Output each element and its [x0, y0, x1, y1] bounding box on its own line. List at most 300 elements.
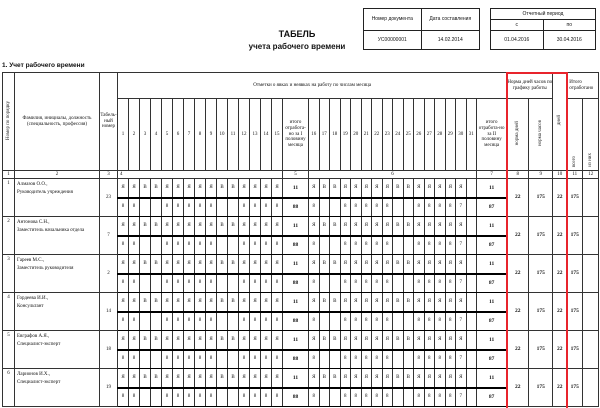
days-worked: 22 [553, 255, 567, 293]
day-code: Я [129, 255, 140, 274]
day-code: Я [424, 331, 435, 350]
day-hours: 8 [372, 198, 383, 217]
day-hours: 8 [414, 274, 425, 293]
day-code: Я [118, 179, 129, 198]
document-title: ТАБЕЛЬ [278, 29, 316, 39]
day-hours: 8 [309, 388, 320, 407]
day-hours [217, 350, 228, 369]
day-hours [403, 388, 414, 407]
day-code: В [403, 179, 414, 198]
day-code: Я [206, 331, 217, 350]
day-hours: 8 [361, 350, 372, 369]
day-hours: 8 [206, 274, 217, 293]
day-header: 13 [250, 99, 261, 171]
day-hours: 8 [118, 312, 129, 331]
day-code: Я [382, 179, 393, 198]
day-hours [319, 388, 330, 407]
day-code: Я [162, 255, 173, 274]
day-hours: 8 [424, 274, 435, 293]
day-code [466, 217, 477, 236]
day-code: Я [382, 331, 393, 350]
day-header: 12 [239, 99, 250, 171]
day-hours: 8 [424, 236, 435, 255]
day-code: В [330, 179, 341, 198]
day-hours: 8 [184, 388, 195, 407]
day-code: Я [414, 179, 425, 198]
day-code: Я [239, 255, 250, 274]
day-code: В [140, 179, 151, 198]
day-code: Я [129, 293, 140, 312]
header-marks-group: Отметки о явках и неявках на работу по числам месяца [118, 73, 507, 99]
employee-name-cell [15, 369, 100, 407]
day-code: Я [184, 179, 195, 198]
day-code: Я [445, 293, 456, 312]
day-code: Я [445, 217, 456, 236]
day-hours [330, 350, 341, 369]
day-code: Я [309, 293, 320, 312]
day-hours: 8 [173, 198, 184, 217]
day-hours [140, 236, 151, 255]
half2-days: 11 [477, 331, 507, 350]
header-half1-total: итого отработа-но за I половину месяца [283, 99, 309, 171]
day-code: Я [435, 369, 446, 388]
day-code: Я [272, 369, 283, 388]
day-header: 17 [319, 99, 330, 171]
employee-position: Специалист-эксперт [17, 342, 61, 347]
day-hours: 8 [239, 312, 250, 331]
day-code: Я [340, 369, 351, 388]
day-code: В [403, 331, 414, 350]
day-header: 7 [184, 99, 195, 171]
day-hours [217, 198, 228, 217]
day-code: Я [372, 369, 383, 388]
day-hours [466, 274, 477, 293]
day-code: Я [456, 293, 467, 312]
day-hours [217, 236, 228, 255]
day-code: Я [435, 217, 446, 236]
day-code: Я [173, 179, 184, 198]
day-code: В [393, 217, 404, 236]
row-number: 3 [3, 255, 15, 293]
half1-days: 11 [283, 293, 309, 312]
day-header: 15 [272, 99, 283, 171]
day-code: Я [351, 179, 362, 198]
day-hours: 8 [382, 350, 393, 369]
day-hours: 8 [250, 388, 261, 407]
day-hours: 8 [351, 312, 362, 331]
day-code: Я [361, 179, 372, 198]
employee-name: Алмазов О.О., [17, 182, 48, 187]
day-hours [228, 198, 239, 217]
day-hours [403, 312, 414, 331]
day-code: Я [239, 331, 250, 350]
day-hours: 8 [382, 236, 393, 255]
day-code: Я [414, 255, 425, 274]
half2-days: 11 [477, 217, 507, 236]
employee-name-cell [15, 255, 100, 293]
day-hours: 8 [351, 350, 362, 369]
days-worked: 22 [553, 369, 567, 407]
day-code: Я [206, 255, 217, 274]
worked-total: 175 [567, 369, 583, 407]
day-code: Я [456, 179, 467, 198]
day-hours [466, 198, 477, 217]
day-hours: 8 [351, 236, 362, 255]
header-name: Фамилия, инициалы, должность (специальность, профессия) [15, 73, 100, 171]
day-hours: 8 [195, 350, 206, 369]
day-hours: 8 [206, 350, 217, 369]
tab-number: 14 [100, 293, 118, 331]
day-hours [330, 198, 341, 217]
day-hours: 8 [445, 312, 456, 331]
day-code: Я [340, 255, 351, 274]
day-hours [140, 350, 151, 369]
day-code: В [151, 179, 162, 198]
day-hours [151, 236, 162, 255]
worked-total: 175 [567, 255, 583, 293]
employee-name: Евграфов А.Я., [17, 334, 50, 339]
day-code: Я [250, 255, 261, 274]
day-hours [140, 388, 151, 407]
half2-days: 11 [477, 293, 507, 312]
day-code: Я [456, 255, 467, 274]
header-worked-sub: из них [583, 99, 599, 171]
column-number: 3 [100, 171, 118, 179]
day-header: 31 [466, 99, 477, 171]
day-hours: 8 [351, 198, 362, 217]
day-hours: 8 [361, 312, 372, 331]
half1-days: 11 [283, 179, 309, 198]
day-hours [466, 236, 477, 255]
day-hours: 8 [272, 236, 283, 255]
day-code: Я [309, 369, 320, 388]
day-header: 16 [309, 99, 320, 171]
day-hours: 8 [361, 236, 372, 255]
day-header: 28 [435, 99, 446, 171]
row-number: 1 [3, 179, 15, 217]
day-code: Я [250, 217, 261, 236]
header-norm-days: норма дней [507, 99, 529, 171]
header-tab-number: Табель-ный номер [100, 73, 118, 171]
day-code: В [228, 331, 239, 350]
day-code: В [403, 255, 414, 274]
day-header: 26 [414, 99, 425, 171]
norm-days: 22 [507, 255, 529, 293]
day-hours: 8 [424, 312, 435, 331]
day-code: Я [195, 255, 206, 274]
day-code: Я [435, 293, 446, 312]
half1-hours: 88 [283, 388, 309, 407]
day-header: 8 [195, 99, 206, 171]
day-hours: 8 [250, 236, 261, 255]
day-hours: 8 [340, 236, 351, 255]
header-worked-group: Итого отработано [567, 73, 599, 99]
day-hours: 8 [173, 274, 184, 293]
employee-name: Антонова С.Н., [17, 220, 50, 225]
day-code: Я [118, 331, 129, 350]
day-code: Я [239, 369, 250, 388]
employee-position: Заместитель начальника отдела [17, 228, 85, 233]
day-hours [140, 312, 151, 331]
day-code: Я [456, 331, 467, 350]
day-hours: 8 [239, 236, 250, 255]
day-hours: 8 [239, 198, 250, 217]
day-hours [330, 236, 341, 255]
day-code: Я [206, 179, 217, 198]
day-code: В [140, 293, 151, 312]
day-code: Я [372, 217, 383, 236]
day-code: Я [261, 331, 272, 350]
day-hours [151, 274, 162, 293]
tab-number: 7 [100, 217, 118, 255]
day-code: Я [250, 293, 261, 312]
day-code: В [140, 331, 151, 350]
day-code: В [393, 331, 404, 350]
day-hours: 8 [239, 350, 250, 369]
half2-hours: 87 [477, 350, 507, 369]
day-hours [228, 350, 239, 369]
day-code [466, 293, 477, 312]
row-number: 5 [3, 331, 15, 369]
day-hours: 8 [445, 236, 456, 255]
day-code: Я [445, 331, 456, 350]
day-code: Я [340, 179, 351, 198]
day-hours: 8 [414, 350, 425, 369]
day-hours: 8 [195, 236, 206, 255]
table-row [3, 293, 599, 312]
header-norm-hours: норма часов [529, 99, 553, 171]
day-code: Я [173, 331, 184, 350]
day-hours: 8 [261, 312, 272, 331]
day-code: Я [250, 369, 261, 388]
employee-name-cell [15, 217, 100, 255]
half1-days: 11 [283, 331, 309, 350]
day-code: Я [456, 369, 467, 388]
employee-position: Руководитель учреждения [17, 190, 73, 195]
day-hours [393, 350, 404, 369]
day-code: Я [195, 217, 206, 236]
day-hours: 7 [456, 236, 467, 255]
day-code: Я [435, 179, 446, 198]
day-code: В [151, 255, 162, 274]
day-hours [330, 274, 341, 293]
day-code: Я [184, 293, 195, 312]
day-code: В [393, 293, 404, 312]
day-code: В [228, 217, 239, 236]
day-hours [466, 312, 477, 331]
day-hours [217, 274, 228, 293]
day-code: В [228, 255, 239, 274]
day-hours: 8 [261, 350, 272, 369]
day-hours: 7 [456, 274, 467, 293]
day-hours: 8 [173, 350, 184, 369]
day-hours: 8 [340, 350, 351, 369]
day-code: Я [129, 331, 140, 350]
period-from: 01.04.2016 [491, 30, 544, 49]
day-hours: 8 [250, 274, 261, 293]
day-hours: 8 [414, 198, 425, 217]
day-hours [330, 312, 341, 331]
day-hours: 8 [340, 388, 351, 407]
day-hours [330, 388, 341, 407]
day-hours: 8 [351, 274, 362, 293]
day-hours: 8 [340, 198, 351, 217]
day-hours [393, 236, 404, 255]
day-code: Я [351, 293, 362, 312]
day-code: Я [382, 293, 393, 312]
day-hours: 8 [414, 236, 425, 255]
day-hours: 8 [382, 312, 393, 331]
day-hours [403, 350, 414, 369]
header-row-number: Номер по порядку [3, 73, 15, 171]
day-code: Я [382, 369, 393, 388]
day-code: Я [162, 369, 173, 388]
day-hours: 8 [340, 312, 351, 331]
header-days: дней [553, 73, 567, 171]
day-hours: 8 [372, 350, 383, 369]
day-hours [466, 350, 477, 369]
day-hours [393, 198, 404, 217]
day-hours: 8 [239, 274, 250, 293]
day-code: Я [118, 293, 129, 312]
employee-name: Гареев М.С., [17, 258, 45, 263]
employee-position: Заместитель руководителя [17, 266, 74, 271]
day-hours: 8 [129, 236, 140, 255]
day-header: 14 [261, 99, 272, 171]
header-half2-total: итого отработа-но за II половину месяца [477, 99, 507, 171]
half1-hours: 88 [283, 312, 309, 331]
day-code: Я [195, 293, 206, 312]
tab-number: 23 [100, 179, 118, 217]
day-hours: 8 [118, 274, 129, 293]
day-code: Я [118, 217, 129, 236]
day-code: В [319, 255, 330, 274]
day-header: 25 [403, 99, 414, 171]
column-number: 1 [3, 171, 15, 179]
day-code: В [217, 217, 228, 236]
day-code: Я [129, 369, 140, 388]
day-header: 3 [140, 99, 151, 171]
day-hours: 8 [250, 350, 261, 369]
half1-days: 11 [283, 217, 309, 236]
period-to: 30.04.2016 [543, 30, 596, 49]
day-code [466, 179, 477, 198]
day-code: Я [372, 179, 383, 198]
day-hours [151, 312, 162, 331]
day-hours [319, 274, 330, 293]
day-hours: 8 [162, 274, 173, 293]
day-hours: 8 [261, 236, 272, 255]
tab-number: 18 [100, 331, 118, 369]
half1-hours: 88 [283, 274, 309, 293]
day-hours: 8 [184, 274, 195, 293]
day-code: Я [340, 293, 351, 312]
day-hours: 8 [361, 198, 372, 217]
day-code: Я [162, 293, 173, 312]
norm-days: 22 [507, 293, 529, 331]
day-code: В [393, 255, 404, 274]
day-hours: 8 [340, 274, 351, 293]
day-hours: 7 [456, 388, 467, 407]
half2-hours: 87 [477, 388, 507, 407]
day-code: Я [206, 217, 217, 236]
worked-total: 175 [567, 217, 583, 255]
day-code: Я [272, 331, 283, 350]
day-code: Я [162, 331, 173, 350]
day-code: В [217, 369, 228, 388]
worked-total: 175 [567, 293, 583, 331]
day-hours [217, 388, 228, 407]
day-code: Я [173, 255, 184, 274]
day-code: В [140, 255, 151, 274]
day-hours: 8 [250, 312, 261, 331]
day-hours [151, 350, 162, 369]
half2-hours: 87 [477, 236, 507, 255]
worked-sub [583, 179, 599, 217]
employee-position: Консультант [17, 304, 44, 309]
day-hours: 8 [173, 236, 184, 255]
day-code: Я [340, 217, 351, 236]
day-hours: 8 [162, 198, 173, 217]
worked-total: 175 [567, 179, 583, 217]
day-hours: 8 [435, 312, 446, 331]
day-code: Я [456, 217, 467, 236]
day-hours: 8 [162, 350, 173, 369]
employee-position: Специалист-эксперт [17, 380, 61, 385]
table-row [3, 331, 599, 350]
day-code: Я [309, 255, 320, 274]
employee-name: Ларионов И.Х., [17, 372, 51, 377]
day-code: Я [445, 369, 456, 388]
day-header: 21 [361, 99, 372, 171]
day-hours: 8 [206, 312, 217, 331]
day-hours [393, 274, 404, 293]
day-hours: 8 [184, 236, 195, 255]
day-code: Я [382, 255, 393, 274]
day-hours [403, 236, 414, 255]
day-code: Я [414, 331, 425, 350]
day-code: Я [184, 255, 195, 274]
day-header: 18 [330, 99, 341, 171]
day-hours: 8 [184, 312, 195, 331]
day-code: Я [129, 179, 140, 198]
day-code: Я [361, 255, 372, 274]
day-hours [228, 236, 239, 255]
day-header: 20 [351, 99, 362, 171]
day-code: В [151, 331, 162, 350]
day-hours: 8 [424, 198, 435, 217]
day-code: Я [372, 255, 383, 274]
day-hours: 8 [361, 388, 372, 407]
day-hours: 8 [351, 388, 362, 407]
day-code: В [151, 217, 162, 236]
day-code: Я [162, 217, 173, 236]
day-code [466, 255, 477, 274]
half1-hours: 88 [283, 236, 309, 255]
day-hours: 8 [184, 350, 195, 369]
day-hours [151, 388, 162, 407]
day-code: Я [414, 293, 425, 312]
day-hours: 8 [414, 312, 425, 331]
period-from-label: с [491, 20, 544, 30]
column-number: 6 [309, 171, 477, 179]
employee-name: Гордеева И.И., [17, 296, 49, 301]
day-code: Я [250, 179, 261, 198]
day-code: Я [261, 179, 272, 198]
day-code: Я [351, 369, 362, 388]
day-hours [393, 312, 404, 331]
day-hours: 8 [435, 236, 446, 255]
